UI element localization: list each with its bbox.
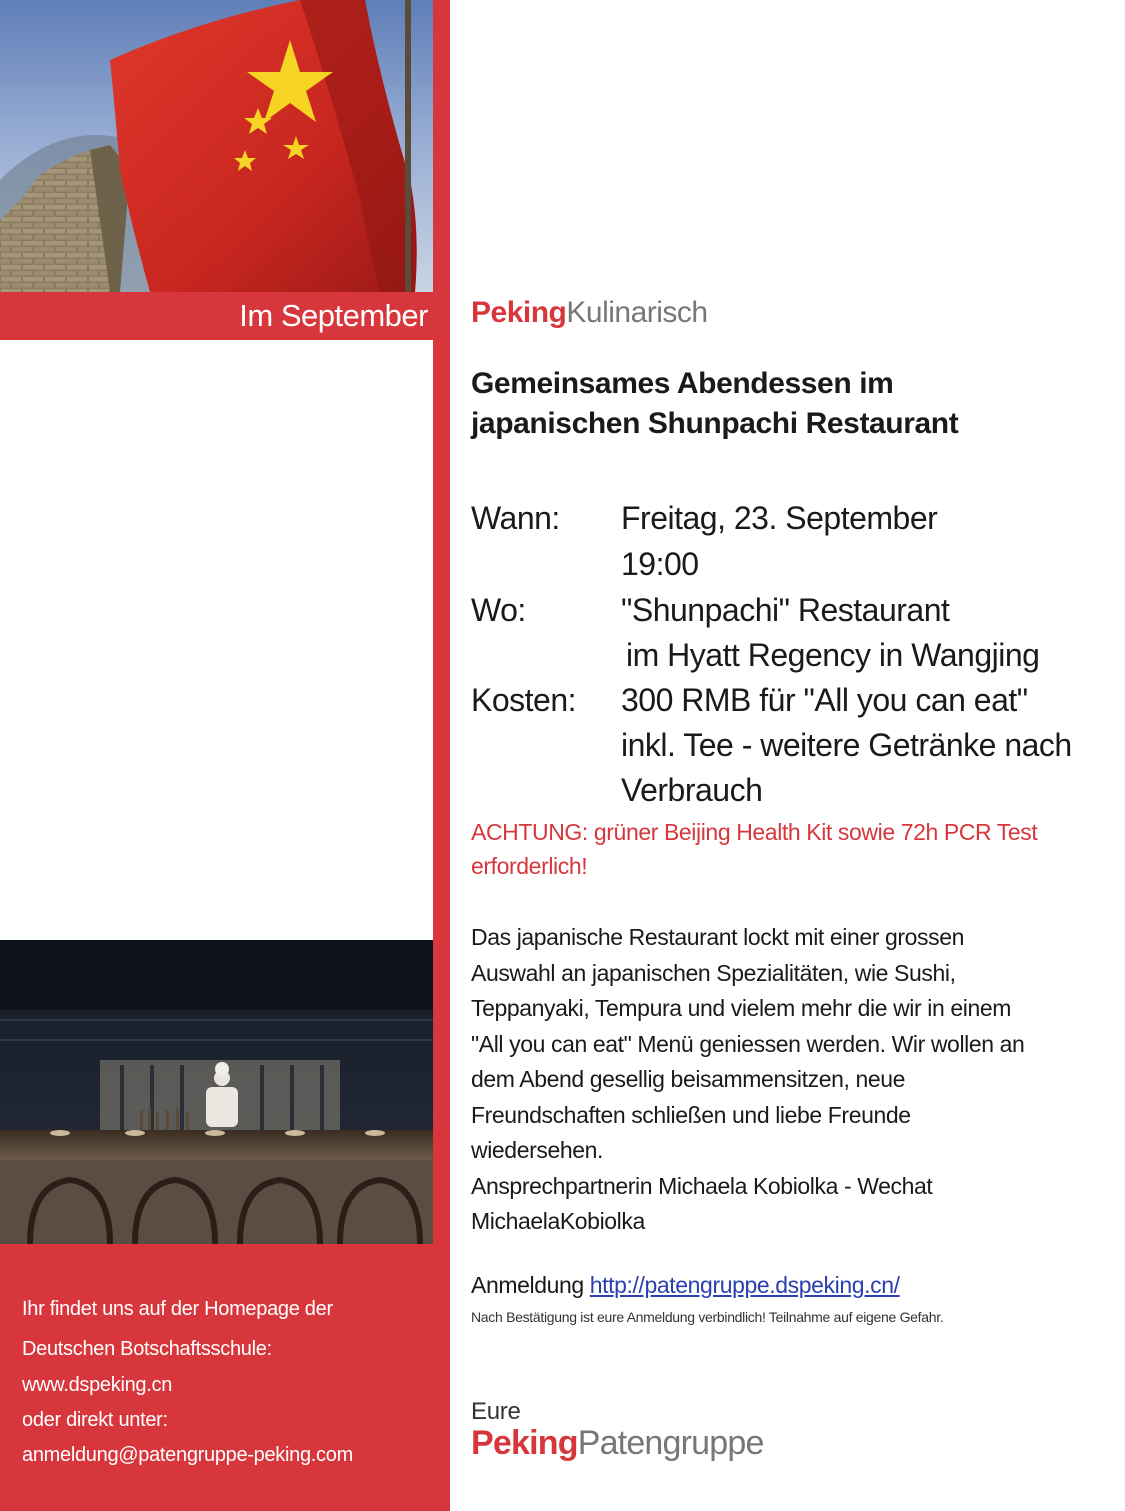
chinese-flag-photo (0, 0, 433, 292)
cost-line-2: inkl. Tee - weitere Getränke nach (621, 727, 1072, 763)
warning-line-2: erforderlich! (471, 853, 588, 879)
footer-website-link[interactable]: www.dspeking.cn (22, 1374, 173, 1396)
cost-line-3: Verbrauch (621, 772, 763, 808)
cost-line-1: 300 RMB für "All you can eat" (621, 682, 1028, 718)
registration-line (471, 1272, 900, 1299)
where-label: Wo: (471, 592, 526, 628)
description-line: dem Abend gesellig beisammensitzen, neue (471, 1066, 906, 1092)
peking-patengruppe-logo: PekingPatengruppe (471, 1424, 764, 1462)
footer-email-link[interactable]: anmeldung@patengruppe-peking.com (22, 1444, 353, 1466)
event-description (471, 920, 1101, 1240)
where-line-1: "Shunpachi" Restaurant (621, 592, 950, 628)
headline-line-1: Gemeinsames Abendessen im (471, 367, 894, 400)
month-banner (0, 292, 450, 340)
warning-line-1: ACHTUNG: grüner Beijing Health Kit sowie 72h PCR Test (471, 819, 1038, 845)
contact-person-line: Ansprechpartnerin Michaela Kobiolka - Wechat (471, 1172, 933, 1199)
footer-line-homepage: Ihr findet uns auf der Homepage der (22, 1298, 333, 1320)
when-label: Wann: (471, 500, 560, 536)
month-label: Im September (239, 298, 428, 333)
warning-notice (471, 815, 1101, 883)
description-line: Auswahl an japanischen Spezialitäten, wie Sushi, (471, 959, 956, 986)
footer-contact-box (0, 1244, 450, 1511)
wechat-id-line: MichaelaKobiolka (471, 1208, 645, 1234)
description-line: "All you can eat" Menü geniessen werden. Wir wollen an (471, 1030, 1025, 1057)
registration-disclaimer: Nach Bestätigung ist eure Anmeldung verbindlich! Teilnahme auf eigene Gefahr. (471, 1309, 944, 1325)
when-time: 19:00 (621, 546, 699, 582)
description-line: wiedersehen. (471, 1137, 604, 1163)
red-divider (433, 0, 450, 1511)
event-headline (471, 364, 1091, 444)
peking-kulinarisch-logo: PekingKulinarisch (471, 296, 708, 329)
footer-line-school: Deutschen Botschaftsschule: (22, 1338, 272, 1360)
cost-label: Kosten: (471, 682, 577, 718)
footer-line-or-directly: oder direkt unter: (22, 1409, 168, 1431)
description-line: Teppanyaki, Tempura und vielem mehr die wir in einem (471, 995, 1011, 1021)
headline-line-2: japanischen Shunpachi Restaurant (471, 407, 959, 440)
restaurant-photo (0, 940, 433, 1244)
when-date: Freitag, 23. September (621, 500, 938, 536)
registration-label: Anmeldung (471, 1272, 584, 1298)
description-line: Das japanische Restaurant lockt mit einer grossen (471, 924, 965, 950)
description-line: Freundschaften schließen und liebe Freunde (471, 1101, 911, 1128)
left-column (0, 0, 450, 1511)
registration-link[interactable]: http://patengruppe.dspeking.cn/ (589, 1272, 900, 1298)
where-line-2: im Hyatt Regency in Wangjing (626, 637, 1040, 673)
signature-greeting: Eure (471, 1398, 521, 1425)
